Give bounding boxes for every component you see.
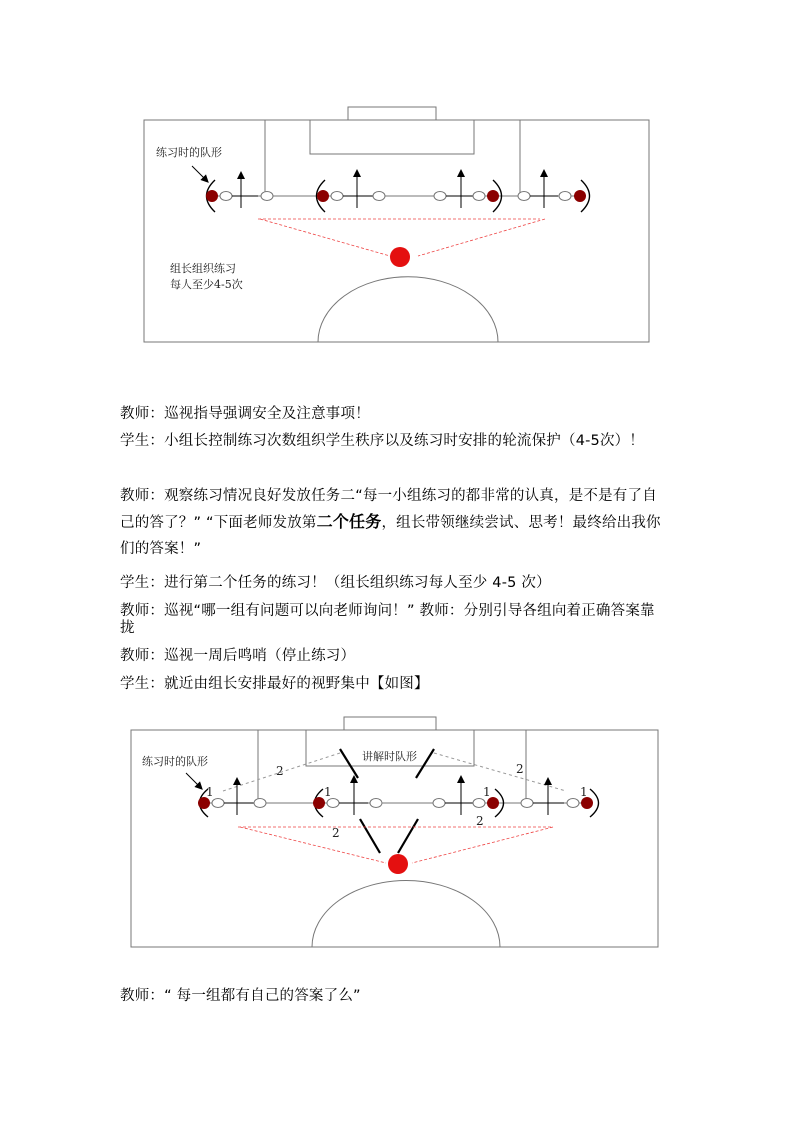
center-arc <box>318 277 498 342</box>
svg-text:2: 2 <box>332 826 340 840</box>
svg-text:2: 2 <box>276 764 284 778</box>
paragraph-3 <box>120 483 668 562</box>
svg-text:1: 1 <box>206 785 214 799</box>
svg-text:1: 1 <box>580 785 588 799</box>
diagram-formation-1 <box>140 100 655 350</box>
label-formation: 练习时的队形 <box>142 755 208 768</box>
goal <box>348 107 436 120</box>
goal <box>344 717 436 730</box>
label-explain: 讲解时队形 <box>362 750 417 763</box>
paragraph-4: 学生：进行第二个任务的练习！（组长组织练习每人至少 4-5 次） <box>120 575 551 591</box>
paragraph-5: 教师：巡视“哪一组有问题可以向老师询问！” 教师：分别引导各组向着正确答案靠拢 <box>120 603 655 636</box>
center-arc <box>312 881 500 947</box>
teacher-dot <box>388 854 408 874</box>
paragraph-7: 学生：就近由组长安排最好的视野集中【如图】 <box>120 676 429 692</box>
player-red <box>206 190 218 202</box>
svg-text:2: 2 <box>476 814 484 828</box>
goal-area <box>310 120 474 154</box>
note-line2: 每人至少4-5次 <box>170 278 243 291</box>
diagram-formation-2 <box>128 713 663 953</box>
paragraph-2: 学生：小组长控制练习次数组织学生秩序以及练习时安排的轮流保护（4-5次）！ <box>120 433 645 449</box>
svg-text:1: 1 <box>324 785 332 799</box>
note-line1: 组长组织练习 <box>170 262 236 275</box>
paragraph-3-text-a: 教师：观察练习情况良好发放任务二“每一小组练习的都非常的认真，是不是有了自己的答了？” “下面老师发放第 <box>120 488 657 531</box>
teacher-dot <box>390 247 410 267</box>
svg-text:2: 2 <box>516 762 524 776</box>
paragraph-1: 教师：巡视指导强调安全及注意事项！ <box>120 406 370 422</box>
final-line: 教师：“ 每一组都有自己的答案了么” <box>120 988 361 1004</box>
paragraph-3-emphasis: 二个任务 <box>316 512 382 531</box>
paragraph-6: 教师：巡视一周后鸣哨（停止练习） <box>120 648 356 664</box>
svg-text:1: 1 <box>483 785 491 799</box>
label-formation: 练习时的队形 <box>156 146 222 159</box>
paragraph-3-text-b: ，组长带领继续尝试、思考！最终给出我你们的答案！” <box>120 515 661 557</box>
